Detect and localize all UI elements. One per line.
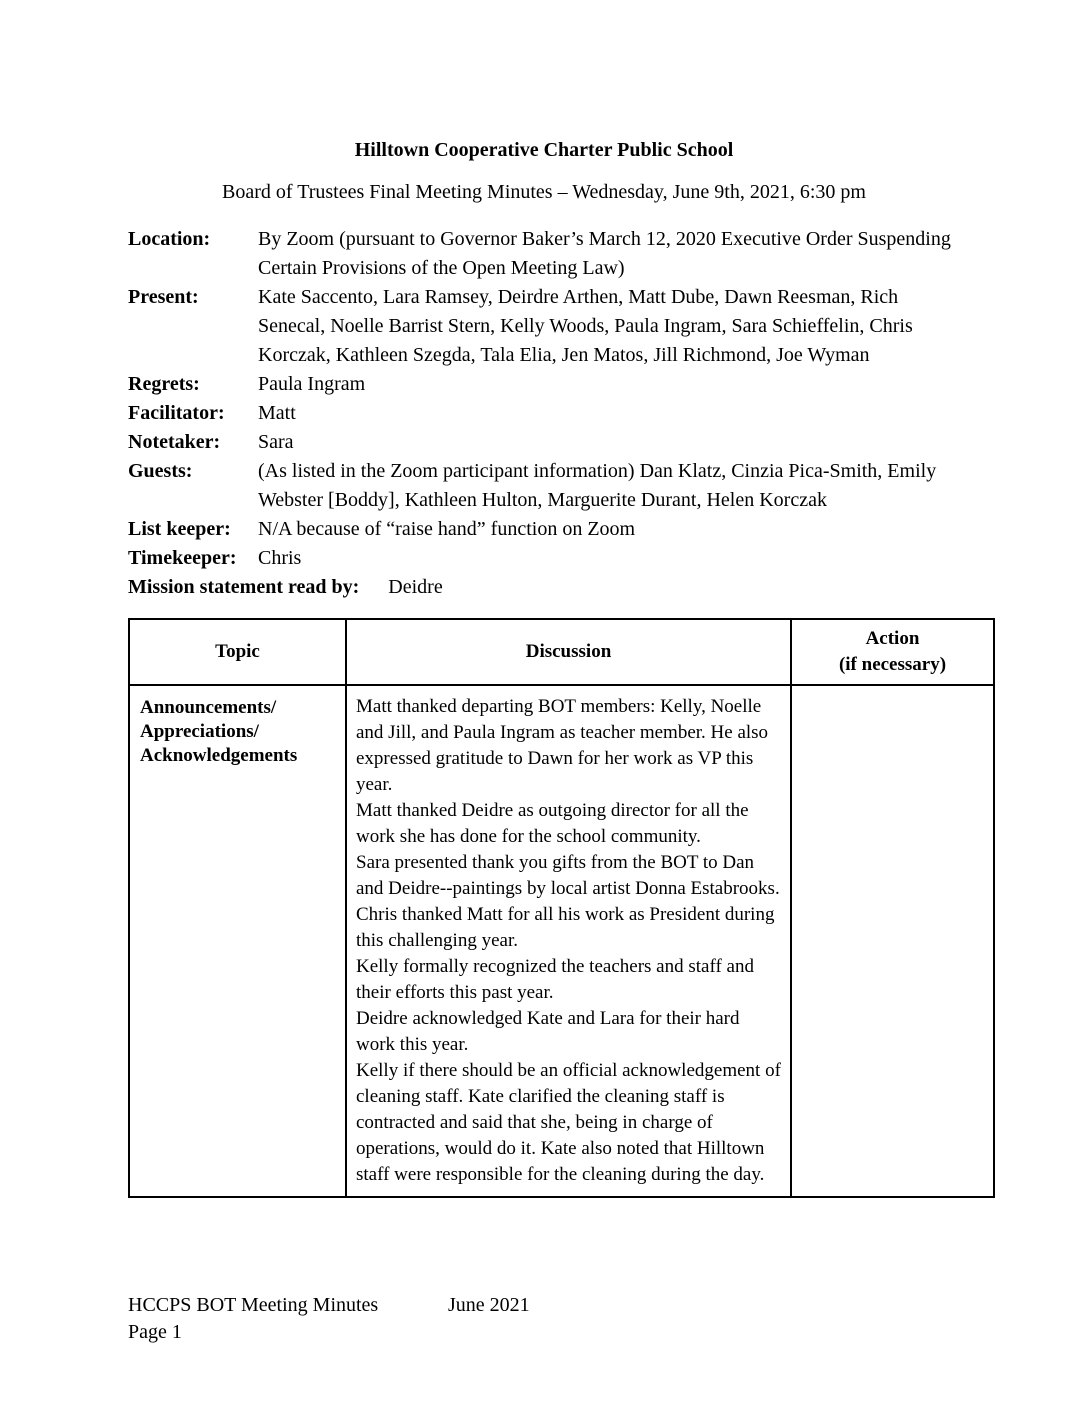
document-title: Hilltown Cooperative Charter Public School xyxy=(354,139,734,161)
action-cell xyxy=(791,685,994,1197)
topic-line: Announcements/ xyxy=(140,697,277,718)
table-row xyxy=(129,685,994,1197)
meta-row-notetaker xyxy=(128,428,993,457)
meta-label: Regrets: xyxy=(128,373,200,395)
topic-line: Acknowledgements xyxy=(140,745,298,766)
meta-label: Guests: xyxy=(128,460,193,482)
meta-row-timekeeper xyxy=(128,544,993,573)
discussion-paragraph: Chris thanked Matt for all his work as President during this challenging year. xyxy=(356,904,775,951)
discussion-paragraph: Kelly if there should be an official acknowledgement of cleaning staff. Kate clarified the cleaning staff is contracted and said that she, being in charge of operations, would do it. Kate also noted that Hilltown staff were responsible for the cleaning during the day. xyxy=(356,1060,781,1185)
meta-label: List keeper: xyxy=(128,518,231,540)
meta-value: Matt xyxy=(258,402,296,424)
meta-row-regrets xyxy=(128,370,993,399)
action-header-line2: (if necessary) xyxy=(838,654,947,675)
meta-value: Kate Saccento, Lara Ramsey, Deirdre Arthen, Matt Dube, Dawn Reesman, Rich Senecal, Noelle Barrist Stern, Kelly Woods, Paula Ingram, Sara Schieffelin, Chris Korczak, Kathleen Szegda, Tala Elia, Jen Matos, Jill Richmond, Joe Wyman xyxy=(258,286,913,366)
meta-value: Sara xyxy=(258,431,294,453)
meta-value: N/A because of “raise hand” function on Zoom xyxy=(258,518,636,540)
meta-row-facilitator xyxy=(128,399,993,428)
col-header-action xyxy=(791,619,994,685)
meta-label: Timekeeper: xyxy=(128,547,237,569)
meta-label: Present: xyxy=(128,286,199,308)
footer-date: June 2021 xyxy=(448,1294,530,1316)
action-header-line1: Action xyxy=(865,628,920,649)
meta-row-present xyxy=(128,283,993,370)
discussion-paragraph: Matt thanked departing BOT members: Kelly, Noelle and Jill, and Paula Ingram as teacher member. He also expressed gratitude to Dawn for her work as VP this year. xyxy=(356,696,769,795)
meta-row-location xyxy=(128,225,993,283)
table-header-row xyxy=(129,619,994,685)
discussion-paragraph: Kelly formally recognized the teachers and staff and their efforts this past year. xyxy=(356,956,754,1003)
footer-page-number: Page 1 xyxy=(128,1321,182,1343)
meta-label: Mission statement read by: xyxy=(128,576,360,598)
meeting-metadata xyxy=(128,225,993,602)
meta-row-list-keeper xyxy=(128,515,993,544)
meta-value: By Zoom (pursuant to Governor Baker’s March 12, 2020 Executive Order Suspending Certain Provisions of the Open Meeting Law) xyxy=(258,228,951,279)
meta-value: Chris xyxy=(258,547,302,569)
footer-doc-name: HCCPS BOT Meeting Minutes xyxy=(128,1294,379,1316)
page-footer xyxy=(128,1292,530,1346)
meta-row-mission-statement xyxy=(128,573,993,602)
col-header-topic: Topic xyxy=(129,619,346,685)
meta-row-guests xyxy=(128,457,993,515)
meta-label: Facilitator: xyxy=(128,402,225,424)
meta-value: Paula Ingram xyxy=(258,373,366,395)
meta-label: Location: xyxy=(128,228,211,250)
meta-value: (As listed in the Zoom participant information) Dan Klatz, Cinzia Pica-Smith, Emily Webster [Boddy], Kathleen Hulton, Marguerite Durant, Helen Korczak xyxy=(258,460,937,511)
document-subtitle: Board of Trustees Final Meeting Minutes – Wednesday, June 9th, 2021, 6:30 pm xyxy=(222,181,866,203)
discussion-paragraph: Matt thanked Deidre as outgoing director for all the work she has done for the school community. xyxy=(356,800,749,847)
meta-value: Deidre xyxy=(388,576,443,598)
minutes-table xyxy=(128,618,995,1198)
topic-cell xyxy=(129,685,346,1197)
discussion-paragraph: Deidre acknowledged Kate and Lara for their hard work this year. xyxy=(356,1008,740,1055)
meta-label: Notetaker: xyxy=(128,431,221,453)
discussion-cell xyxy=(346,685,791,1197)
topic-line: Appreciations/ xyxy=(140,721,259,742)
col-header-discussion: Discussion xyxy=(346,619,791,685)
footer-line xyxy=(128,1292,530,1319)
discussion-paragraph: Sara presented thank you gifts from the BOT to Dan and Deidre--paintings by local artist Donna Estabrooks. xyxy=(356,852,780,899)
